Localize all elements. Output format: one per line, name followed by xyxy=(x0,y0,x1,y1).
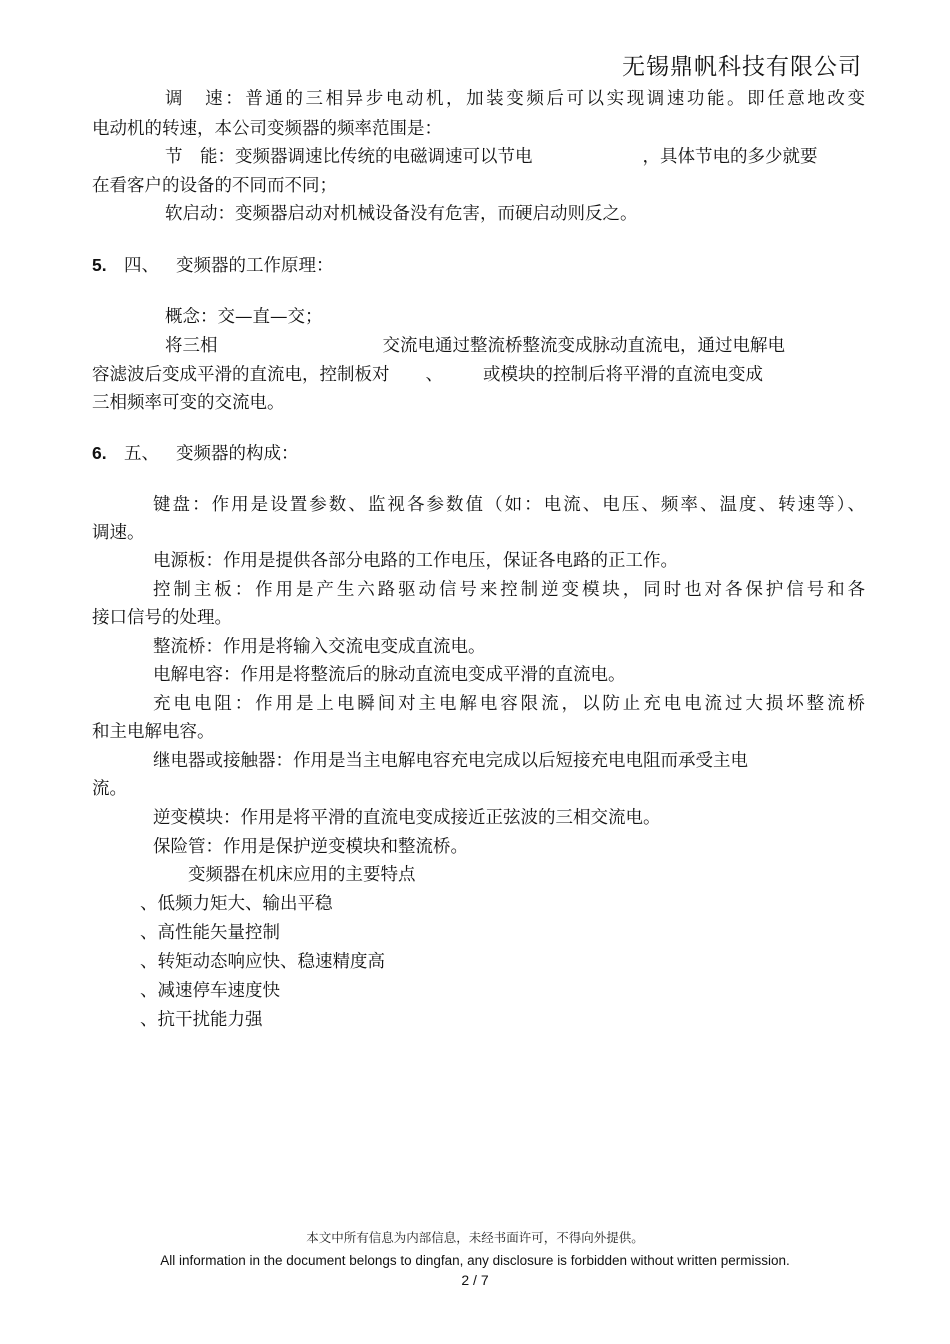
speed-control-line-2: 电动机的转速，本公司变频器的频率范围是： xyxy=(92,119,442,139)
principle-text-c: 容滤波后变成平滑的直流电，控制板对 xyxy=(92,365,390,385)
inverter-module-line: 逆变模块：作用是将平滑的直流电变成接近正弦波的三相交流电。 xyxy=(153,808,661,828)
energy-saving-text-a: 节 能：变频器调速比传统的电磁调速可以节电 xyxy=(165,147,533,167)
principle-text-e: 或模块的控制后将平滑的直流电变成 xyxy=(483,365,763,385)
section-heading-6 xyxy=(92,442,862,465)
capacitor-line: 电解电容：作用是将整流后的脉动直流电变成平滑的直流电。 xyxy=(153,665,626,685)
section-number: 6. xyxy=(92,443,107,463)
rectifier-line: 整流桥：作用是将输入交流电变成直流电。 xyxy=(153,637,486,657)
footer-notice-en: All information in the document belongs to dingfan, any disclosure is forbidden without written permission. xyxy=(160,1253,790,1268)
control-board-line-2: 接口信号的处理。 xyxy=(92,608,232,628)
relay-line-2: 流。 xyxy=(92,779,127,799)
footer-notice-cn: 本文中所有信息为内部信息，未经书面许可，不得向外提供。 xyxy=(306,1230,644,1245)
principle-line-2 xyxy=(92,364,862,386)
feature-item: 、高性能矢量控制 xyxy=(140,923,280,943)
concept-line: 概念：交—直—交； xyxy=(165,307,323,327)
feature-item: 、抗干扰能力强 xyxy=(140,1010,263,1030)
charge-resistor-line-1: 充电电阻：作用是上电瞬间对主电解电容限流，以防止充电电流过大损坏整流桥 xyxy=(153,694,865,714)
principle-text-d: 、 xyxy=(425,365,443,385)
section-mark: 四、 xyxy=(124,256,159,276)
energy-saving-text-b: ，具体节电的多少就要 xyxy=(642,147,818,167)
principle-line-3: 三相频率可变的交流电。 xyxy=(92,393,285,413)
control-board-line-1: 控制主板：作用是产生六路驱动信号来控制逆变模块，同时也对各保护信号和各 xyxy=(153,580,865,600)
keyboard-line-2: 调速。 xyxy=(92,523,145,543)
speed-control-line-1: 调 速：普通的三相异步电动机，加装变频后可以实现调速功能。即任意地改变 xyxy=(165,89,865,109)
features-title: 变频器在机床应用的主要特点 xyxy=(188,865,416,885)
charge-resistor-line-2: 和主电解电容。 xyxy=(92,722,215,742)
section-title: 变频器的工作原理： xyxy=(176,256,334,276)
relay-line-1: 继电器或接触器：作用是当主电解电容充电完成以后短接充电电阻而承受主电 xyxy=(153,751,748,771)
section-heading-5 xyxy=(92,254,862,277)
soft-start-line: 软启动：变频器启动对机械设备没有危害，而硬启动则反之。 xyxy=(165,204,638,224)
section-number: 5. xyxy=(92,255,107,275)
feature-item: 、转矩动态响应快、稳速精度高 xyxy=(140,952,385,972)
principle-text-a: 将三相 xyxy=(165,336,218,356)
feature-item: 、低频力矩大、输出平稳 xyxy=(140,894,333,914)
section-mark: 五、 xyxy=(124,444,159,464)
company-name: 无锡鼎帆科技有限公司 xyxy=(622,54,862,80)
page-number: 2 / 7 xyxy=(461,1272,489,1288)
section-title: 变频器的构成： xyxy=(176,444,299,464)
energy-saving-line-2: 在看客户的设备的不同而不同； xyxy=(92,176,337,196)
principle-text-b: 交流电通过整流桥整流变成脉动直流电，通过电解电 xyxy=(382,336,785,356)
fuse-line: 保险管：作用是保护逆变模块和整流桥。 xyxy=(153,837,468,857)
power-board-line: 电源板：作用是提供各部分电路的工作电压，保证各电路的正工作。 xyxy=(153,551,678,571)
energy-saving-line-1 xyxy=(165,146,865,168)
keyboard-line-1: 键盘：作用是设置参数、监视各参数值（如：电流、电压、频率、温度、转速等）、 xyxy=(153,495,865,515)
feature-item: 、减速停车速度快 xyxy=(140,981,280,1001)
principle-line-1 xyxy=(165,335,865,357)
